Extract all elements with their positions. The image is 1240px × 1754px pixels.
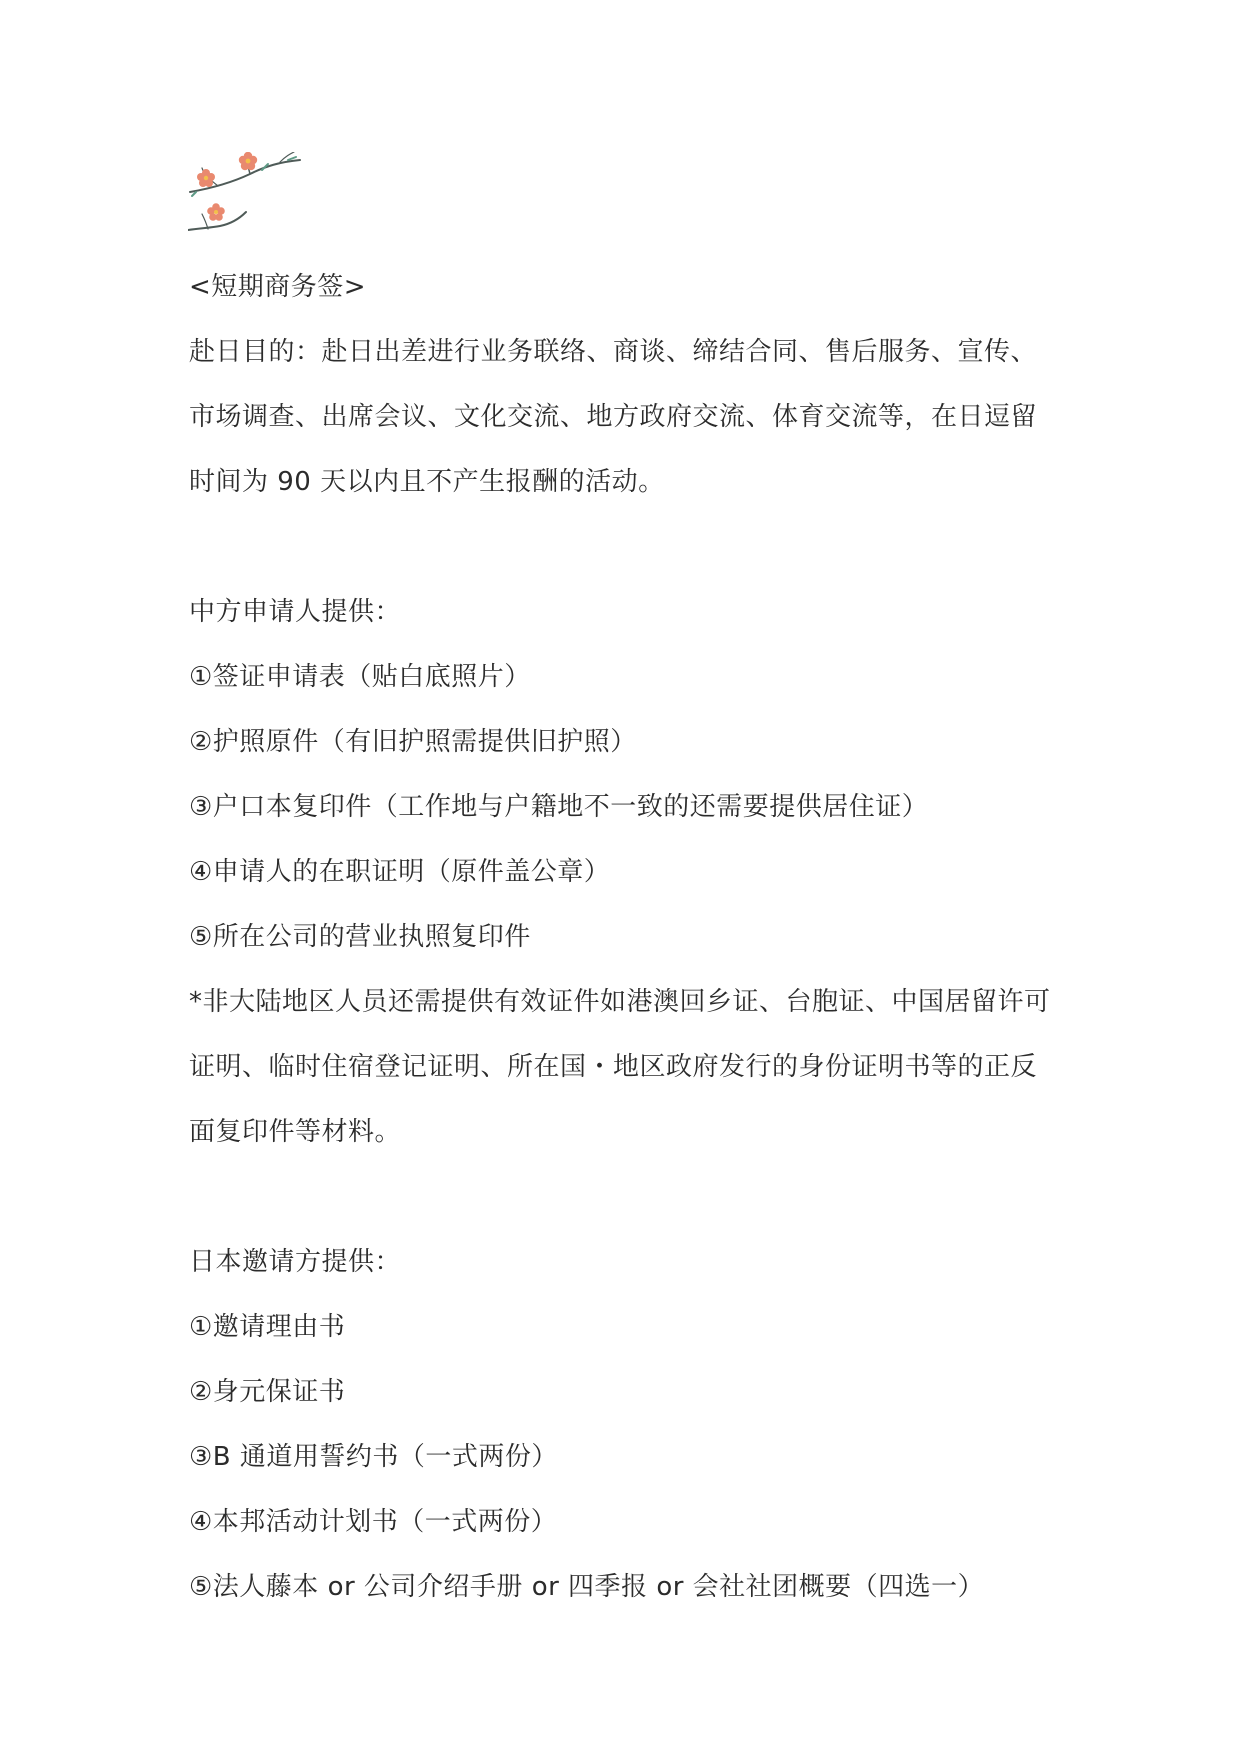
chinese-applicant-section [189,580,1069,1165]
list-item: ②护照原件（有旧护照需提供旧护照） [189,727,637,757]
list-item: ④申请人的在职证明（原件盖公章） [189,857,611,887]
plum-blossom-branch-icon [188,152,306,242]
purpose-line: 赴日目的：赴日出差进行业务联络、商谈、缔结合同、售后服务、宣传、 [189,337,1038,367]
list-item: ④本邦活动计划书（一式两份） [189,1507,558,1537]
japanese-inviter-section [189,1230,1069,1620]
purpose-paragraph [189,320,1069,515]
note-line: 面复印件等材料。 [189,1117,402,1147]
list-item: ③户口本复印件（工作地与户籍地不一致的还需要提供居住证） [189,792,929,822]
list-item: ②身元保证书 [189,1377,346,1407]
list-item: ①邀请理由书 [189,1312,346,1342]
visa-type-heading: <短期商务签> [189,272,367,302]
list-item: ⑤所在公司的营业执照复印件 [189,922,531,952]
list-item: ①签证申请表（贴白底照片） [189,662,531,692]
purpose-line: 市场调查、出席会议、文化交流、地方政府交流、体育交流等，在日逗留 [189,402,1038,432]
list-item: ③B 通道用誓约书（一式两份） [189,1442,558,1472]
document-content [189,255,1069,1620]
spacer [189,515,1069,580]
note-line: *非大陆地区人员还需提供有效证件如港澳回乡证、台胞证、中国居留许可 [189,987,1051,1017]
list-item: ⑤法人藤本 or 公司介绍手册 or 四季报 or 会社社团概要（四选一） [189,1572,985,1602]
section-title: 中方申请人提供： [189,597,402,627]
note-line: 证明、临时住宿登记证明、所在国・地区政府发行的身份证明书等的正反 [189,1052,1038,1082]
section-title: 日本邀请方提供： [189,1247,402,1277]
spacer [189,1165,1069,1230]
purpose-line: 时间为 90 天以内且不产生报酬的活动。 [189,467,665,497]
